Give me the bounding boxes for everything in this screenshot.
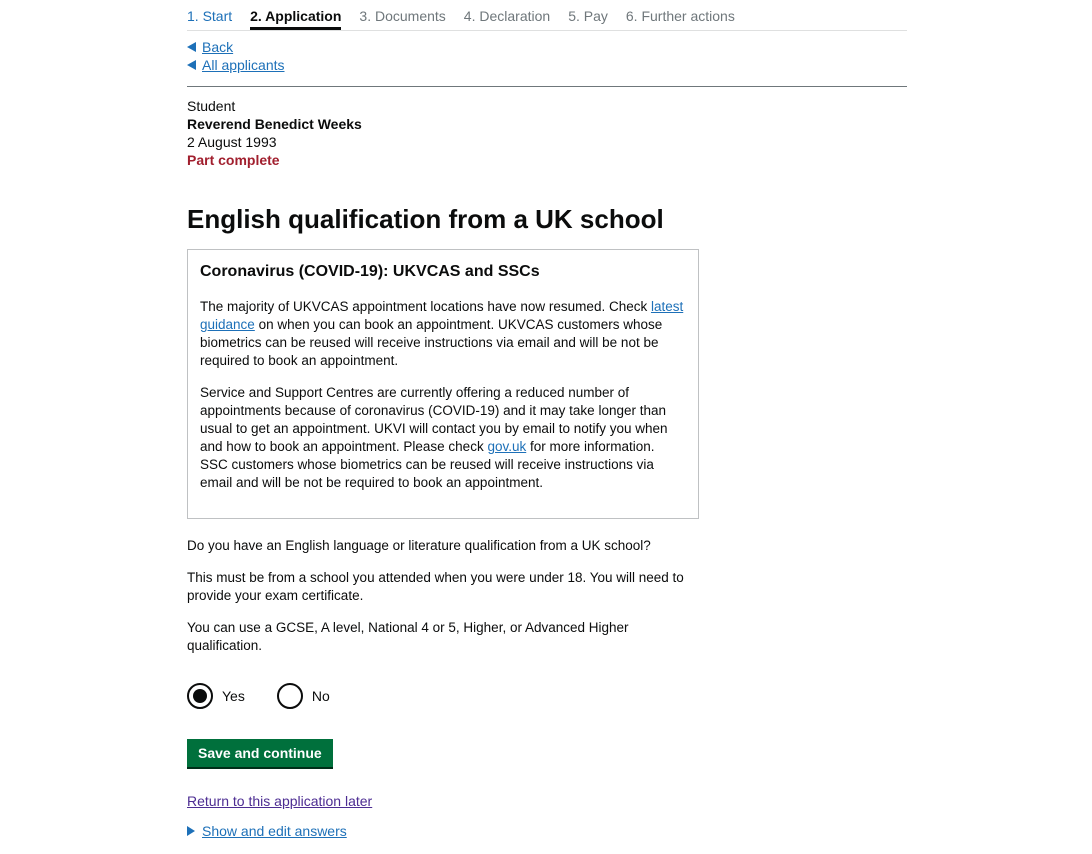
save-and-continue-button[interactable]: Save and continue [187,739,333,767]
triangle-left-icon [187,60,196,70]
notice-p1-text-end: on when you can book an appointment. UKVCAS customers whose biometrics can be reused will receive instructions via email and will be not be required to book an appointment. [200,317,663,368]
question-block [187,537,707,655]
radio-no-label[interactable]: No [311,688,330,704]
all-applicants-link[interactable]: All applicants [202,57,285,73]
notice-paragraph-2 [200,384,686,492]
radio-yes-input[interactable] [187,683,213,709]
return-later-link[interactable]: Return to this application later [187,793,373,809]
progress-steps [187,0,907,31]
triangle-right-icon [187,826,195,836]
notice-p2-text-end: for more information. SSC customers whose biometrics can be reused will receive instructions via email and will be not be required to book an appointment. [200,439,655,490]
all-applicants-link-row[interactable] [187,56,907,74]
back-link[interactable]: Back [202,39,234,55]
main-container [187,0,907,839]
radio-no-input[interactable] [277,683,303,709]
step-application: 2. Application [250,0,341,30]
radio-option-yes[interactable] [187,683,245,709]
back-links [187,38,907,74]
step-further-actions: 6. Further actions [625,8,735,24]
question-hint-1: This must be from a school you attended when you were under 18. You will need to provide your exam certificate. [187,570,684,603]
notice-p1-text-start: The majority of UKVCAS appointment locations have now resumed. Check [200,299,651,314]
question-text: Do you have an English language or literature qualification from a UK school? [187,538,651,553]
notice-heading: Coronavirus (COVID-19): UKVCAS and SSCs [200,263,540,280]
step-documents: 3. Documents [359,8,446,24]
show-edit-answers-toggle[interactable] [187,823,907,839]
step-declaration: 4. Declaration [463,8,551,24]
question-hint-2: You can use a GCSE, A level, National 4 or 5, Higher, or Advanced Higher qualification. [187,620,629,653]
return-later-row [187,793,907,809]
applicant-dob: 2 August 1993 [187,134,277,150]
step-pay: 5. Pay [568,8,608,24]
step-start[interactable]: 1. Start [187,8,233,24]
applicant-type: Student [187,98,236,114]
status-badge: Part complete [187,152,280,168]
latest-guidance-link[interactable]: latest guidance [200,299,684,332]
section-divider [187,86,907,87]
notice-p2-text-start: Service and Support Centres are currently offering a reduced number of appointments because of coronavirus (COVID-19) and it may take longer than usual to get an appointment. UKVI will contact you by email to notify you when and how to book an appointment. Please check [200,385,668,454]
covid-notice-panel [187,249,699,519]
radio-yes-label[interactable]: Yes [222,688,245,704]
back-link-row[interactable] [187,38,907,56]
govuk-link[interactable]: gov.uk [487,439,527,454]
triangle-left-icon [187,42,196,52]
applicant-name: Reverend Benedict Weeks [187,116,362,132]
answer-radio-group [187,683,907,709]
notice-paragraph-1 [200,298,686,370]
show-edit-answers-link[interactable]: Show and edit answers [202,823,347,839]
applicant-summary [187,97,907,169]
page-title: English qualification from a UK school [187,204,664,234]
radio-option-no[interactable] [277,683,330,709]
